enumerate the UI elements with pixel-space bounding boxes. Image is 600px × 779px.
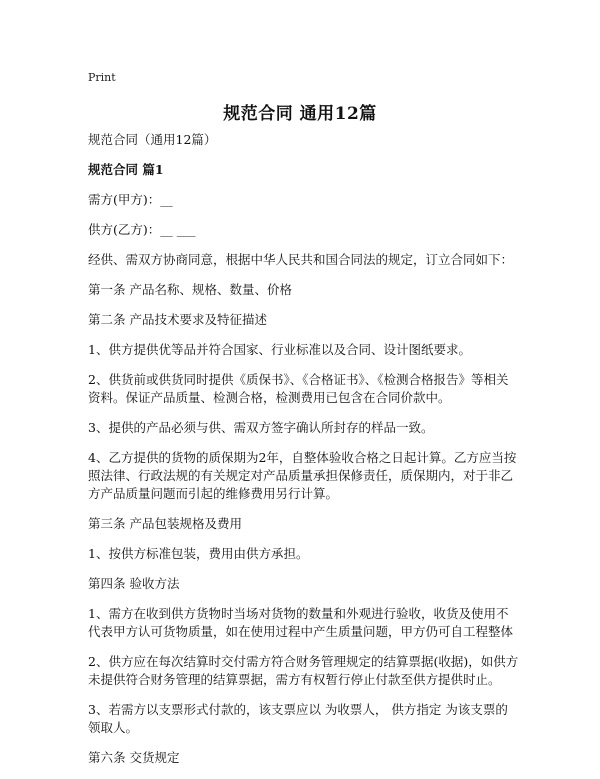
clause-2-heading: 第二条 产品技术要求及特征描述	[88, 312, 267, 327]
section-heading: 规范合同 篇1	[88, 162, 164, 177]
clause-2-item-1: 1、供方提供优等品并符合国家、行业标准以及合同、设计图纸要求。	[88, 342, 471, 357]
document-body	[88, 131, 520, 779]
clause-3-item-1: 1、按供方标准包装，费用由供方承担。	[88, 546, 309, 561]
clause-4-item-3: 3、若需方以支票形式付款的，该支票应以 为收票人， 供方指定 为该支票的领取人。	[88, 702, 508, 735]
clause-4-item-2: 2、供方应在每次结算时交付需方符合财务管理规定的结算票据(收据)，如供方未提供符合财务管理的结算票据，需方有权暂行停止付款至供方提供时止。	[88, 654, 519, 687]
clause-3-heading: 第三条 产品包装规格及费用	[88, 516, 242, 531]
clause-6-heading: 第六条 交货规定	[88, 750, 180, 765]
paragraph-preamble: 经供、需双方协商同意，根据中华人民共和国合同法的规定，订立合同如下：	[88, 252, 514, 267]
clause-4-heading: 第四条 验收方法	[88, 576, 180, 591]
clause-2-item-4: 4、乙方提供的货物的质保期为2年，自整体验收合格之日起计算。乙方应当按照法律、行政法规的有关规定对产品质量承担保修责任，质保期内，对于非乙方产品质量问题而引起的维修费用另行计算。	[88, 450, 517, 501]
clause-1-heading: 第一条 产品名称、规格、数量、价格	[88, 282, 292, 297]
print-link[interactable]: Print	[88, 71, 116, 84]
clause-4-item-1: 1、需方在收到供方货物时当场对货物的数量和外观进行验收，收货及使用不代表甲方认可货物质量，如在使用过程中产生质量问题，甲方仍可自工程整体	[88, 606, 514, 639]
clause-2-item-3: 3、提供的产品必须与供、需双方签字确认所封存的样品一致。	[88, 420, 434, 435]
clause-2-item-2: 2、供货前或供货同时提供《质保书》、《合格证书》、《检测合格报告》等相关资料。保证产品质量、检测合格，检测费用已包含在合同价款中。	[88, 372, 509, 405]
document-subtitle: 规范合同（通用12篇）	[88, 132, 217, 147]
document-title: 规范合同 通用12篇	[223, 104, 377, 124]
paragraph-buyer: 需方(甲方)：__	[88, 192, 173, 207]
paragraph-supplier: 供方(乙方)：__ ___	[88, 222, 196, 237]
